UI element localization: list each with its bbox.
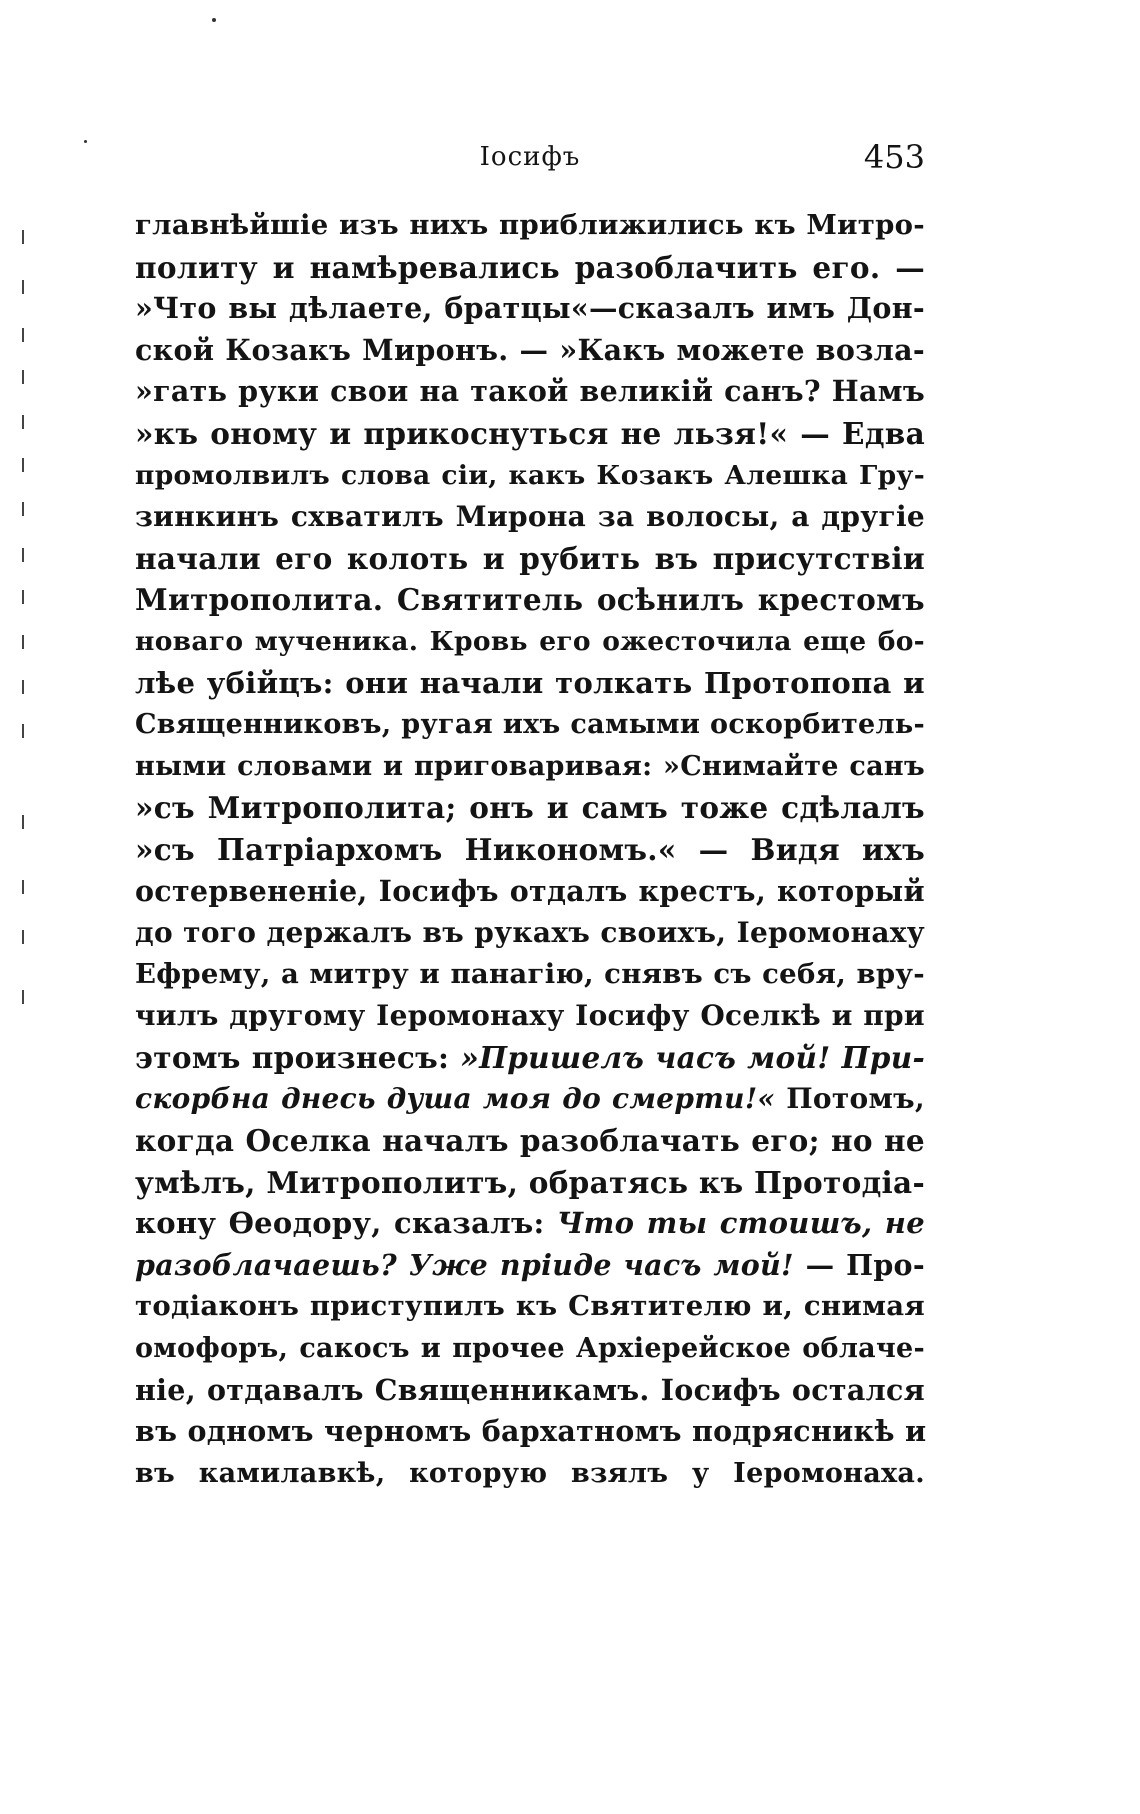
text-segment: кону Ѳеодору, сказалъ:: [135, 1206, 545, 1241]
text-line: [135, 1037, 925, 1079]
text-line: »гать руки свои на такой великій санъ? Намъ: [135, 374, 925, 409]
text-line: начали его колоть и рубить въ присутствіи: [135, 540, 925, 576]
italic-quote: Что ты стоишъ, не: [556, 1206, 925, 1241]
text-line: въ одномъ черномъ бархатномъ подрясникѣ и: [135, 1414, 927, 1449]
text-line: остервененіе, Іосифъ отдалъ крестъ, который: [135, 873, 925, 908]
text-line: ской Козакъ Миронъ. — »Какъ можете возла-: [135, 332, 925, 367]
text-line: промолвилъ слова сіи, какъ Козакъ Алешка Гру-: [135, 459, 925, 491]
speck: [84, 140, 87, 143]
text-line: »Что вы дѣлаете, братцы«—сказалъ имъ Дон-: [135, 291, 925, 326]
text-line: въ камилавкѣ, которую взялъ у Іеромонаха.: [135, 1457, 925, 1489]
running-title: Іосифъ: [479, 142, 581, 172]
italic-quote: разоблачаешь? Уже пріиде часъ мой!: [135, 1247, 794, 1282]
text-segment: Потомъ,: [786, 1082, 925, 1116]
text-line: [135, 1245, 925, 1287]
text-segment: этомъ произнесъ:: [135, 1039, 450, 1075]
text-line: тодіаконъ приступилъ къ Святителю и, снимая: [135, 1290, 925, 1323]
text-line: Ефрему, а митру и панагію, снявъ съ себя, вру-: [135, 957, 925, 990]
text-line: ными словами и приговаривая: »Снимайте санъ: [135, 750, 925, 782]
body-text: [135, 205, 925, 1494]
text-line: »съ Митрополита; онъ и самъ тоже сдѣлалъ: [135, 790, 925, 826]
text-line: до того держалъ въ рукахъ своихъ, Іеромонаху: [135, 916, 925, 950]
text-line: омофоръ, сакосъ и прочее Архіерейское облаче-: [135, 1333, 925, 1365]
text-line: Митрополита. Святитель осѣнилъ крестомъ: [135, 582, 925, 618]
italic-quote: »Пришелъ часъ мой! При-: [460, 1039, 925, 1075]
text-line: [135, 1203, 925, 1245]
page-header: [135, 138, 925, 180]
text-line: новаго мученика. Кровь его ожесточила еще бо-: [135, 625, 925, 657]
text-line: »къ оному и прикоснуться не льзя!« — Едва: [135, 415, 925, 451]
text-line: главнѣйшіе изъ нихъ приближились къ Митро-: [135, 209, 925, 241]
speck: [212, 18, 216, 22]
text-line: [135, 1078, 925, 1120]
margin-marks: [22, 230, 32, 1030]
text-line: ніе, отдавалъ Священникамъ. Іосифъ остался: [135, 1372, 925, 1407]
text-segment: — Про-: [805, 1247, 925, 1282]
text-line: зинкинъ схватилъ Мирона за волосы, а другіе: [135, 500, 925, 534]
text-line: когда Оселка началъ разоблачать его; но не: [135, 1123, 925, 1159]
page-number: 453: [863, 138, 925, 176]
text-line: лѣе убійцъ: они начали толкать Протопопа и: [135, 665, 925, 700]
text-line: »съ Патріархомъ Никономъ.« — Видя ихъ: [135, 831, 925, 867]
text-line: политу и намѣревались разоблачить его. —: [135, 249, 925, 285]
text-line: чилъ другому Іеромонаху Іосифу Оселкѣ и при: [135, 999, 925, 1033]
text-line: Священниковъ, ругая ихъ самыми оскорбитель-: [135, 709, 925, 741]
italic-quote: скорбна днесь душа моя до смерти!«: [135, 1082, 776, 1116]
text-line: умѣлъ, Митрополитъ, обратясь къ Протодіа-: [135, 1164, 926, 1200]
